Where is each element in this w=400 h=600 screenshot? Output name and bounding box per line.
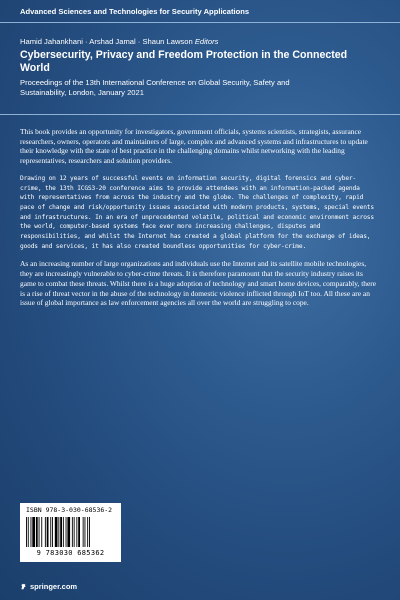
- editors-suffix: Editors: [194, 37, 219, 46]
- springer-horse-icon: [20, 583, 27, 590]
- top-rule: [0, 22, 400, 23]
- editor-name: Hamid Jahankhani: [20, 37, 83, 46]
- barcode-number: 9 783030 685362: [36, 549, 105, 557]
- barcode-panel: [20, 503, 121, 562]
- blurb: [20, 127, 377, 316]
- editor-name: Arshad Jamal: [89, 37, 136, 46]
- isbn-label: ISBN 978-3-030-68536-2: [26, 506, 113, 514]
- blurb-paragraph: As an increasing number of large organizations and individuals use the Internet and its satellite mobile technologies, they are increasingly vulnerable to cyber-crime threats. It is therefore paramount that the security industry raises its game to combat these threats. Whilst there is a huge adoption of technology and smart home devices, comparably, there is a rise of threat vector in the abuse of the technology in domestic violence inflicted through IoT too. All these are an issue of global importance as law enforcement agencies all over the world are struggling to cope.: [20, 259, 377, 308]
- editors-line: Hamid Jahankhani · Arshad Jamal · Shaun Lawson Editors: [20, 37, 219, 46]
- barcode-icon: [26, 517, 115, 547]
- series-name: Advanced Sciences and Technologies for Security Applications: [20, 7, 250, 16]
- publisher-link[interactable]: [20, 582, 77, 591]
- blurb-paragraph: Drawing on 12 years of successful events on information security, digital forensics and cyber-crime, the 13th ICGS3-20 conference aims to provide attendees with an information-packed agenda with representatives from across the industry and the globe. The challenges of complexity, rapid pace of change and risk/opportunity issues associated with modern products, systems, special events and infrastructures. In an era of unprecedented volatile, political and economic environment across the world, computer-based systems face ever more increasing challenges, disputes and responsibilities, and whilst the Internet has created a global platform for the exchange of ideas, goods and services, it has also created boundless opportunities for cyber-crime.: [20, 174, 374, 250]
- middle-rule: [0, 114, 400, 115]
- book-title: Cybersecurity, Privacy and Freedom Protection in the Connected World: [20, 49, 348, 74]
- publisher-url[interactable]: springer.com: [30, 582, 78, 591]
- blurb-paragraph: This book provides an opportunity for investigators, government officials, systems scientists, strategists, assurance researchers, owners, operators and maintainers of large, complex and advanced systems and infrastructures to update their knowledge with the state of best practice in the challenging domains whilst networking with the leading representatives, researchers and solution providers.: [20, 127, 368, 166]
- editor-name: Shaun Lawson: [142, 37, 193, 46]
- book-subtitle: Proceedings of the 13th International Conference on Global Security, Safety and Sustainability, London, January 2021: [20, 78, 290, 97]
